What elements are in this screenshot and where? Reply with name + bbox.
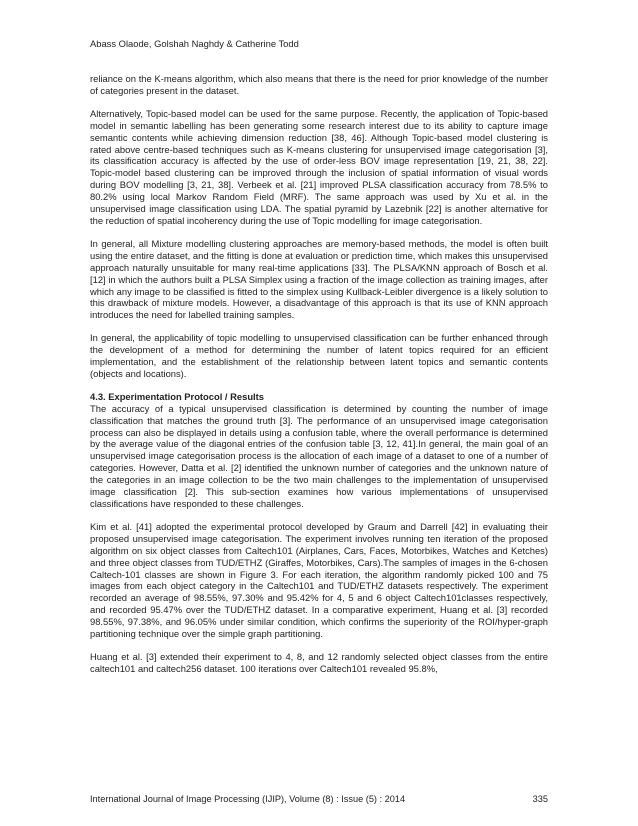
paragraph-7: Huang et al. [3] extended their experiment to 4, 8, and 12 randomly selected object classes from the entire caltech101 and caltech256 dataset. 100 iterations over Caltech101 revealed 95.8%,: [90, 650, 548, 674]
paragraph-6: Kim et al. [41] adopted the experimental protocol developed by Graum and Darrell [42] in evaluating their proposed unsupervised image categorisation. The experiment involves running ten iteration of the proposed algorithm on six object classes from Caltech101 (Airplanes, Cars, Faces, Motorbikes, Watches and Ketches) and three object classes from TUD/ETHZ (Giraffes, Motorbikes, Cars).The samples of images in the 6-chosen Caltech-101 classes are shown in Figure 3. For each iteration, the algorithm randomly picked 100 and 75 images from each object category in the Caltech101 and TUD/ETHZ datasets respectively. The experiment recorded an average of 98.55%, 97.30% and 95.42% for 4, 5 and 6 object Caltech101classes respectively, and recorded 95.47% over the TUD/ETHZ dataset. In a comparative experiment, Huang et al. [3] recorded 98.55%, 97.38%, and 96.05% under similar condition, which confirms the superiority of the ROI/hyper-graph partitioning technique over the simple graph partitioning.: [90, 520, 548, 640]
paragraph-3: In general, all Mixture modelling clustering approaches are memory-based methods, the model is often built using the entire dataset, and the fitting is done at evaluation or prediction time, which makes this unsupervised approach naturally unsuitable for many real-time applications [33]. The PLSA/KNN approach of Bosch et al. [12] in which the authors built a PLSA Simplex using a fraction of the image collection as training images, after which any image to be classified is fitted to the simplex using Kullback-Leibler divergence is a likely solution to this drawback of mixture models. However, a disadvantage of this approach is that its use of KNN approach introduces the need for labelled training samples.: [90, 237, 548, 321]
paragraph-4: In general, the applicability of topic modelling to unsupervised classification can be further enhanced through the development of a method for determining the number of latent topics required for an efficient implementation, and the establishment of the relationship between latent topics and semantic contents (objects and locations).: [90, 332, 548, 379]
paragraph-1: reliance on the K-means algorithm, which also means that there is the need for prior knowledge of the number of categories present in the dataset.: [90, 73, 548, 96]
running-header-authors: Abass Olaode, Golshah Naghdy & Catherine Todd: [90, 38, 299, 49]
footer-page-number: 335: [532, 794, 548, 804]
paragraph-5: The accuracy of a typical unsupervised classification is determined by counting the number of image classification that matches the ground truth [3]. The performance of an unsupervised image categorisation process can also be displayed in details using a confusion table, where the overall performance is determined by the average value of the diagonal entries of the confusion table [3, 12, 41].In general, the main goal of an unsupervised image categorisation process is the allocation of each image of a dataset to one of a number of categories. However, Datta et al. [2] identified the unknown number of categories and the unknown nature of the categories in an image collection to be the two main challenges to the implementation of unsupervised image classification [2]. This sub-section examines how various implementations of unsupervised classifications have responded to these challenges.: [90, 402, 548, 509]
page-footer: [90, 793, 548, 805]
section-heading-4-3: 4.3. Experimentation Protocol / Results: [90, 390, 265, 402]
footer-journal-citation: International Journal of Image Processing (IJIP), Volume (8) : Issue (5) : 2014: [90, 794, 406, 804]
paragraph-2: Alternatively, Topic-based model can be used for the same purpose. Recently, the application of Topic-based model in semantic labelling has been generating some research interest due to its ability to capture image semantic contents while achieving dimension reduction [38, 46]. Although Topic-based model clustering is rated above centre-based techniques such as K-means clustering for unsupervised image categorisation [3], its classification accuracy is affected by the use of order-less BOV image representation [19, 21, 38, 22]. Topic-model based clustering can be improved through the inclusion of spatial information of visual words during BOV modelling [3, 21, 38]. Verbeek et al. [21] improved PLSA classification accuracy from 78.5% to 80.2% using local Markov Random Field (MRF). The same approach was used by Xu et al. in the unsupervised image classification using LDA. The spatial pyramid by Lazebnik [22] is another alternative for the reduction of spatial incoherency during the use of Topic modelling for image categorisation.: [90, 107, 548, 226]
